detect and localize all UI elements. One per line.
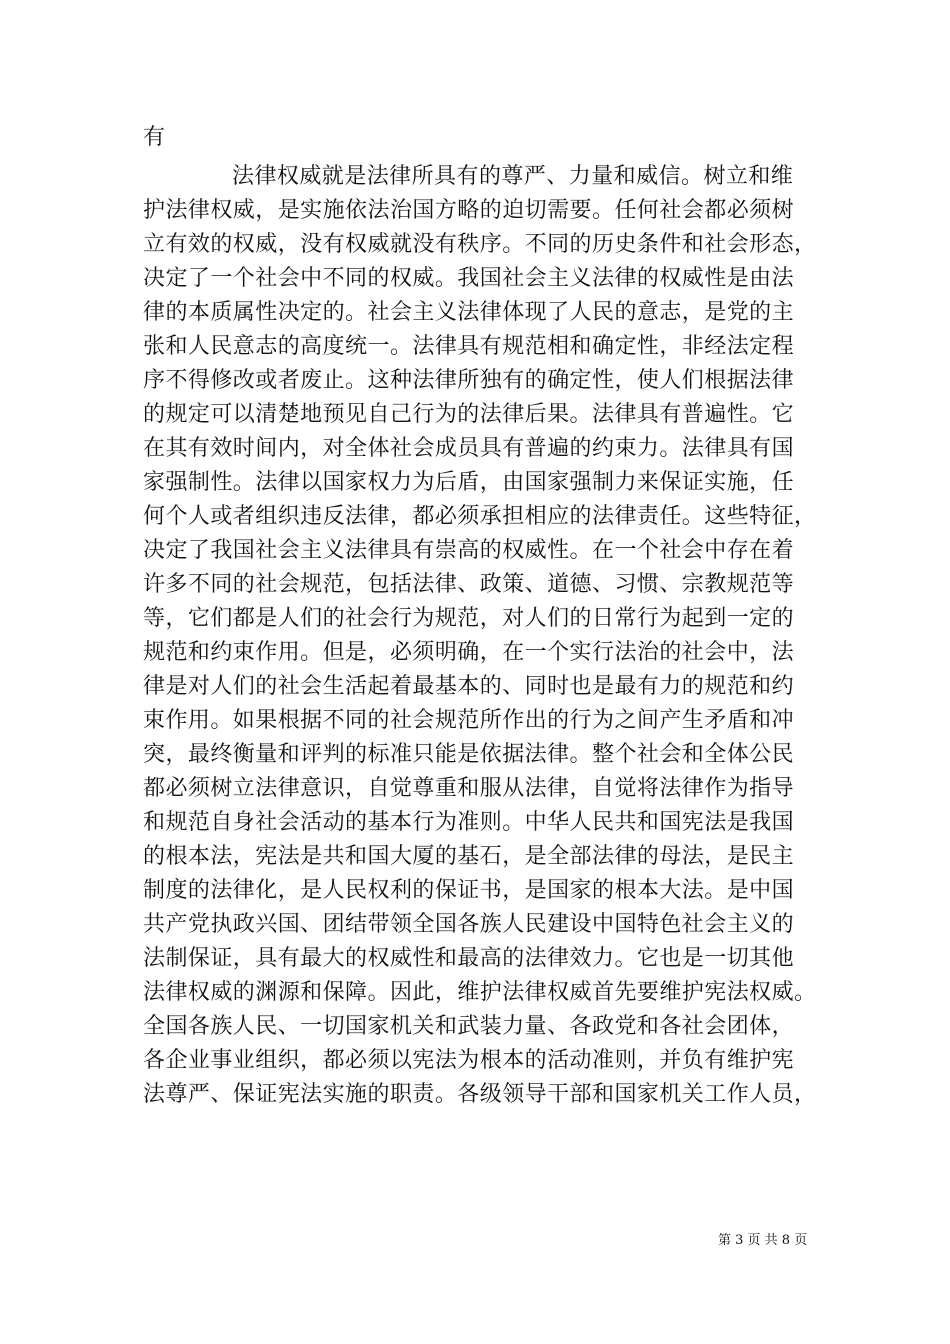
text-line-13: 决定了我国社会主义法律具有崇高的权威性。在一个社会中存在着 [143, 538, 795, 563]
text-line-20: 都必须树立法律意识，自觉尊重和服从法律，自觉将法律作为指导 [143, 776, 795, 801]
text-line-6: 律的本质属性决定的。社会主义法律体现了人民的意志，是党的主 [143, 300, 795, 325]
text-line-15: 等，它们都是人们的社会行为规范，对人们的日常行为起到一定的 [143, 606, 795, 631]
text-line-7: 张和人民意志的高度统一。法律具有规范相和确定性，非经法定程 [143, 334, 795, 359]
text-line-1: 有 [143, 125, 166, 150]
text-line-26: 法律权威的渊源和保障。因此，维护法律权威首先要维护宪法权威。 [143, 980, 817, 1005]
text-line-25: 法制保证，具有最大的权威性和最高的法律效力。它也是一切其他 [143, 946, 795, 971]
text-line-8: 序不得修改或者废止。这种法律所独有的确定性，使人们根据法律 [143, 368, 795, 393]
text-line-18: 束作用。如果根据不同的社会规范所作出的行为之间产生矛盾和冲 [143, 708, 795, 733]
text-line-17: 律是对人们的社会生活起着最基本的、同时也是最有力的规范和约 [143, 674, 795, 699]
text-line-21: 和规范自身社会活动的基本行为准则。中华人民共和国宪法是我国 [143, 810, 795, 835]
text-line-14: 许多不同的社会规范，包括法律、政策、道德、习惯、宗教规范等 [143, 572, 795, 597]
text-line-12: 何个人或者组织违反法律，都必须承担相应的法律责任。这些特征， [143, 504, 817, 529]
text-line-24: 共产党执政兴国、团结带领全国各族人民建设中国特色社会主义的 [143, 912, 795, 937]
text-line-2: 法律权威就是法律所具有的尊严、力量和威信。树立和维 [232, 164, 794, 189]
text-line-10: 在其有效时间内，对全体社会成员具有普遍的约束力。法律具有国 [143, 436, 795, 461]
text-line-19: 突，最终衡量和评判的标准只能是依据法律。整个社会和全体公民 [143, 742, 795, 767]
text-line-16: 规范和约束作用。但是，必须明确，在一个实行法治的社会中，法 [143, 640, 795, 665]
text-line-3: 护法律权威，是实施依法治国方略的迫切需要。任何社会都必须树 [143, 198, 795, 223]
text-line-5: 决定了一个社会中不同的权威。我国社会主义法律的权威性是由法 [143, 266, 795, 291]
text-line-23: 制度的法律化，是人民权利的保证书，是国家的根本大法。是中国 [143, 878, 795, 903]
page-number-footer: 第 3 页 共 8 页 [718, 1233, 808, 1248]
text-line-28: 各企业事业组织，都必须以宪法为根本的活动准则，并负有维护宪 [143, 1048, 795, 1073]
text-line-27: 全国各族人民、一切国家机关和武装力量、各政党和各社会团体， [143, 1014, 795, 1039]
text-line-9: 的规定可以清楚地预见自己行为的法律后果。法律具有普遍性。它 [143, 402, 795, 427]
text-line-29: 法尊严、保证宪法实施的职责。各级领导干部和国家机关工作人员， [143, 1082, 817, 1107]
text-line-4: 立有效的权威，没有权威就没有秩序。不同的历史条件和社会形态， [143, 232, 817, 257]
text-line-11: 家强制性。法律以国家权力为后盾，由国家强制力来保证实施，任 [143, 470, 795, 495]
text-line-22: 的根本法，宪法是共和国大厦的基石，是全部法律的母法，是民主 [143, 844, 795, 869]
